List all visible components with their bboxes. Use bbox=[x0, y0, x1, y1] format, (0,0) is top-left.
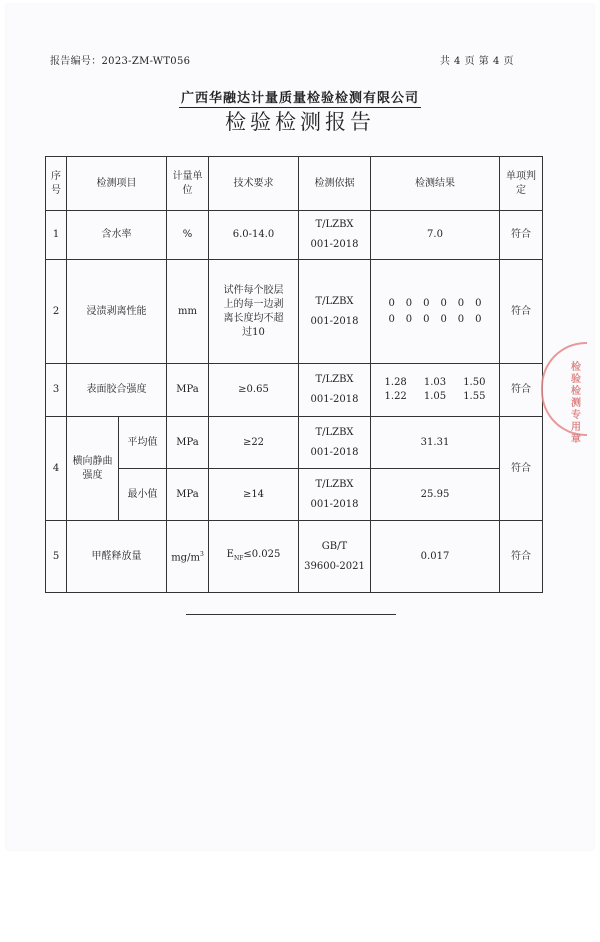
row-judgement: 符合 bbox=[500, 417, 543, 521]
row-basis: T/LZBX 001-2018 bbox=[299, 260, 371, 364]
row-result: 31.31 bbox=[371, 417, 500, 469]
row-seq: 4 bbox=[46, 417, 67, 521]
row-basis: T/LZBX 001-2018 bbox=[299, 211, 371, 260]
organization-name: 广西华融达计量质量检验检测有限公司 bbox=[180, 91, 419, 106]
header-judgement: 单项判定 bbox=[500, 157, 543, 211]
row-item: 甲醛释放量 bbox=[67, 521, 167, 593]
stamp-text: 检验检测专用章 bbox=[571, 362, 581, 445]
row-unit: MPa bbox=[167, 417, 209, 469]
row-subitem-min: 最小值 bbox=[119, 469, 167, 521]
header-basis: 检测依据 bbox=[299, 157, 371, 211]
header-result: 检测结果 bbox=[371, 157, 500, 211]
table-row bbox=[46, 364, 543, 417]
table-row bbox=[46, 521, 543, 593]
row-requirement: 6.0-14.0 bbox=[209, 211, 299, 260]
table-row bbox=[46, 211, 543, 260]
row-requirement: ≥0.65 bbox=[209, 364, 299, 417]
row-subitem-avg: 平均值 bbox=[119, 417, 167, 469]
row-result bbox=[371, 364, 500, 417]
row-basis: T/LZBX 001-2018 bbox=[299, 417, 371, 469]
row-unit: MPa bbox=[167, 364, 209, 417]
row-result: 25.95 bbox=[371, 469, 500, 521]
row-seq: 3 bbox=[46, 364, 67, 417]
result-grid: 0 0 0 0 0 0 0 0 0 0 0 0 bbox=[388, 297, 482, 325]
row-judgement: 符合 bbox=[500, 260, 543, 364]
row-result: 0.017 bbox=[371, 521, 500, 593]
row-judgement: 符合 bbox=[500, 521, 543, 593]
row-requirement: ≥22 bbox=[209, 417, 299, 469]
row-seq: 5 bbox=[46, 521, 67, 593]
row-basis: T/LZBX 001-2018 bbox=[299, 469, 371, 521]
result-grid: 1.28 1.03 1.50 1.22 1.05 1.55 bbox=[384, 377, 486, 402]
table-row bbox=[46, 260, 543, 364]
row-seq: 2 bbox=[46, 260, 67, 364]
header-item: 检测项目 bbox=[67, 157, 167, 211]
row-unit: % bbox=[167, 211, 209, 260]
row-requirement: 试件每个胶层 上的每一边剥 离长度均不超 过10 bbox=[209, 260, 299, 364]
test-results-table bbox=[45, 156, 543, 593]
row-judgement: 符合 bbox=[500, 364, 543, 417]
report-title: 检验检测报告 bbox=[225, 110, 375, 134]
row-requirement: $E_{NF}\le 0.025$ bbox=[209, 521, 299, 593]
row-unit: MPa bbox=[167, 469, 209, 521]
report-number: 报告编号：2023-ZM-WT056 bbox=[50, 56, 191, 67]
row-item: 表面胶合强度 bbox=[67, 364, 167, 417]
row-item: 含水率 bbox=[67, 211, 167, 260]
row-unit: $mg/m^3$ bbox=[167, 521, 209, 593]
row-seq: 1 bbox=[46, 211, 67, 260]
header-seq: 序号 bbox=[46, 157, 67, 211]
header-requirement: 技术要求 bbox=[209, 157, 299, 211]
row-result: 7.0 bbox=[371, 211, 500, 260]
row-basis: T/LZBX 001-2018 bbox=[299, 364, 371, 417]
table-header-row bbox=[46, 157, 543, 211]
row-item: 浸渍剥离性能 bbox=[67, 260, 167, 364]
page-info: 共 4 页 第 4 页 bbox=[439, 56, 514, 67]
row-result bbox=[371, 260, 500, 364]
row-judgement: 符合 bbox=[500, 211, 543, 260]
row-requirement: ≥14 bbox=[209, 469, 299, 521]
row-unit: mm bbox=[167, 260, 209, 364]
table-row bbox=[46, 417, 543, 469]
end-line bbox=[186, 614, 396, 615]
header-unit: 计量单位 bbox=[167, 157, 209, 211]
row-basis: GB/T 39600-2021 bbox=[299, 521, 371, 593]
row-item: 横向静曲强度 bbox=[67, 417, 119, 521]
table-row bbox=[46, 469, 543, 521]
